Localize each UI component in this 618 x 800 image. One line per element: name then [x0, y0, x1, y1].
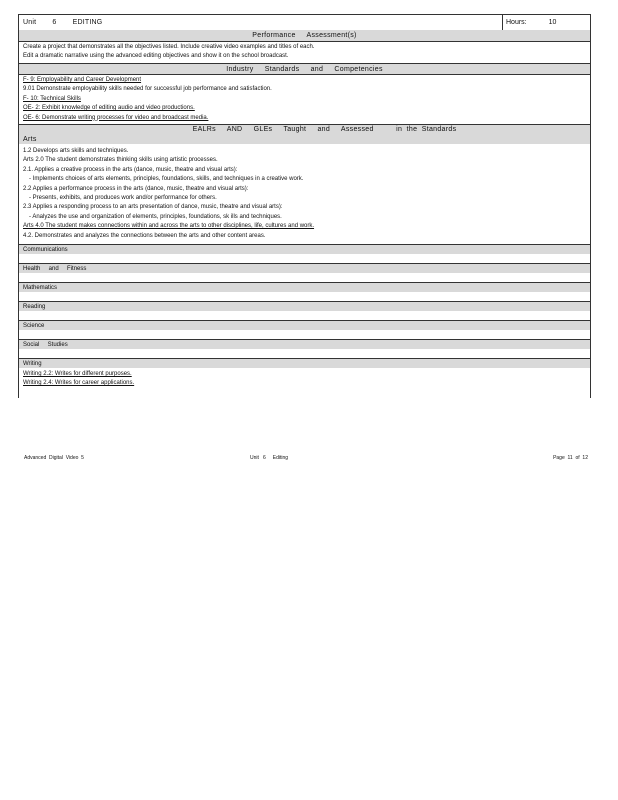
performance-line: Edit a dramatic narrative using the advanced editing objectives and show it on the school broadcast.: [23, 53, 289, 60]
industry-text: [18, 74, 591, 124]
writing-line: Writing 2.4: Writes for career applications.: [23, 380, 135, 387]
category-label: Writing: [23, 361, 42, 367]
ealrs-heading: [18, 124, 591, 144]
arts-line: 1.2 Develops arts skills and techniques.: [23, 148, 129, 154]
category-reading: [18, 301, 591, 311]
category-communications: [18, 244, 591, 254]
unit-title: EDITING: [72, 19, 103, 26]
industry-line: F- 9: Employability and Career Development: [23, 77, 142, 83]
category-label: Communications: [23, 247, 68, 253]
performance-line: Create a project that demonstrates all the objectives listed. Include creative video examples and titles of each.: [23, 44, 315, 50]
arts-line: - Analyzes the use and organization of elements, principles, foundations, sk ills and techniques.: [29, 213, 282, 220]
ealrs-heading-text: EALRs AND GLEs Taught and Assessed in the Standards: [192, 126, 457, 133]
document: [18, 14, 591, 398]
arts-line: 2.1. Applies a creative process in the arts (dance, music, theatre and visual arts):: [23, 166, 238, 173]
hours-info: [502, 15, 590, 30]
category-label: Mathematics: [23, 285, 58, 291]
unit-info: [19, 15, 502, 30]
arts-line: 4.2. Demonstrates and analyzes the connections between the arts and other content areas.: [23, 232, 266, 239]
category-spacer: [18, 330, 591, 339]
unit-number: 6: [52, 19, 57, 26]
industry-heading-text: Industry Standards and Competencies: [226, 66, 383, 73]
arts-line: 2.3 Applies a responding process to an arts presentation of dance, music, theatre and visual arts):: [23, 204, 283, 211]
industry-line: OE- 6: Demonstrate writing processes for video and broadcast media.: [23, 114, 209, 121]
writing-line: Writing 2.2: Writes for different purposes.: [23, 371, 132, 377]
industry-line: F- 10: Technical Skills: [23, 95, 81, 102]
arts-text: [18, 144, 591, 244]
performance-text: [18, 41, 591, 63]
category-spacer: [18, 292, 591, 301]
category-label: Science: [23, 323, 45, 329]
category-label: Reading: [23, 304, 46, 310]
industry-line: OE- 2: Exhibit knowledge of editing audio and video productions.: [23, 105, 195, 112]
arts-line: - Implements choices of arts elements, principles, foundations, skills, and techniques in a creative work.: [29, 176, 304, 183]
footer-unit: Unit 6 Editing: [250, 455, 289, 461]
arts-label: Arts: [23, 136, 37, 143]
arts-line: Arts 2.0 The student demonstrates thinking skills using artistic processes.: [23, 157, 218, 164]
hours-label: Hours:: [506, 19, 527, 26]
category-writing: [18, 358, 591, 368]
performance-heading-text: Performance Assessment(s): [252, 32, 357, 39]
category-spacer: [18, 311, 591, 320]
arts-line: 2.2 Applies a performance process in the arts (dance, music, theatre and visual arts):: [23, 185, 249, 192]
category-label: Health and Fitness: [23, 266, 87, 272]
category-spacer: [18, 349, 591, 358]
category-label: Social Studies: [23, 342, 68, 348]
arts-line: - Presents, exhibits, and produces work and/or performance for others.: [29, 195, 217, 202]
performance-heading: [18, 30, 591, 41]
hours-value: 10: [548, 19, 557, 26]
footer-course: Advanced Digital Video 5: [24, 455, 84, 461]
industry-line: 9.01 Demonstrate employability skills needed for successful job performance and satisfaction.: [23, 86, 272, 93]
category-spacer: [18, 273, 591, 282]
category-spacer: [18, 254, 591, 263]
unit-header: [18, 14, 591, 30]
unit-label: Unit: [23, 19, 37, 26]
writing-text: [18, 368, 591, 398]
category-social-studies: [18, 339, 591, 349]
category-health: [18, 263, 591, 273]
category-mathematics: [18, 282, 591, 292]
industry-heading: [18, 63, 591, 74]
category-science: [18, 320, 591, 330]
footer-page-number: Page 11 of 12: [553, 455, 588, 461]
arts-line: Arts 4.0 The student makes connections within and across the arts to other disciplines, life, cultures and work.: [23, 223, 315, 230]
